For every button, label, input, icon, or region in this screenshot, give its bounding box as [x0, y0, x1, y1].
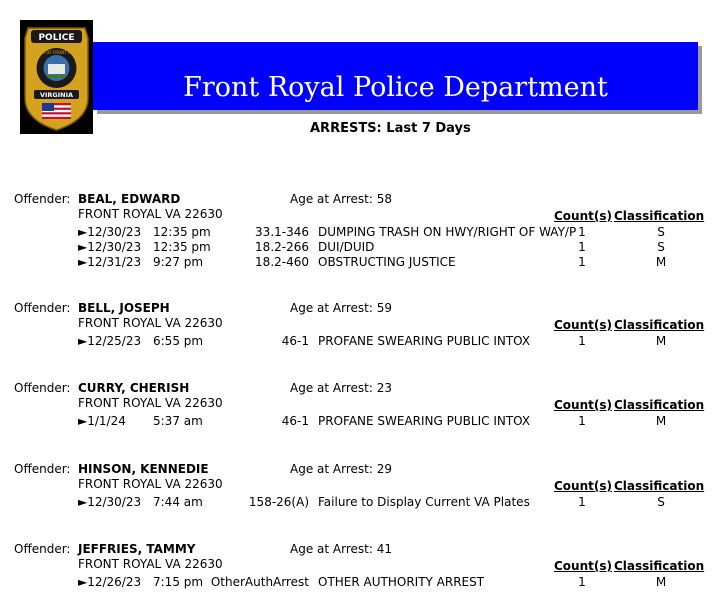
title-banner	[93, 42, 698, 110]
offender-address: FRONT ROYAL VA 22630	[78, 396, 223, 410]
classification-header: Classification	[614, 479, 705, 493]
offender-name: BEAL, EDWARD	[78, 192, 181, 206]
charge-code: OtherAuthArrest	[210, 575, 309, 589]
counts-header: Count(s)	[554, 398, 612, 412]
age-at-arrest: Age at Arrest: 41	[290, 542, 392, 556]
charge-code: 46-1	[281, 334, 309, 348]
counts-header: Count(s)	[554, 318, 612, 332]
charge-description: OTHER AUTHORITY ARREST	[318, 575, 485, 589]
charge-time: 12:35 pm	[153, 240, 211, 254]
charge-date: ►12/30/23	[78, 495, 142, 509]
charge-description: PROFANE SWEARING PUBLIC INTOX	[318, 414, 531, 428]
charge-date: ►12/30/23	[78, 225, 142, 239]
classification-header: Classification	[614, 318, 705, 332]
charge-time: 6:55 pm	[153, 334, 204, 348]
charge-classification: S	[657, 240, 665, 254]
counts-header: Count(s)	[554, 479, 612, 493]
offender-label: Offender:	[14, 301, 71, 315]
charge-date: ►12/31/23	[78, 255, 142, 269]
charge-classification: M	[655, 334, 667, 348]
age-at-arrest: Age at Arrest: 58	[290, 192, 392, 206]
charge-date: ►1/1/24	[78, 414, 126, 428]
charge-time: 7:44 am	[153, 495, 203, 509]
charge-classification: S	[657, 495, 665, 509]
charge-classification: M	[655, 255, 667, 269]
offender-label: Offender:	[14, 462, 71, 476]
offender-name: BELL, JOSEPH	[78, 301, 170, 315]
counts-header: Count(s)	[554, 209, 612, 223]
charge-code: 158-26(A)	[248, 495, 309, 509]
charge-code: 46-1	[281, 414, 309, 428]
svg-text:TOWN OF FRONT ROYAL: TOWN OF FRONT ROYAL	[32, 50, 81, 55]
age-at-arrest: Age at Arrest: 59	[290, 301, 392, 315]
charge-count: 1	[578, 334, 586, 348]
offender-name: CURRY, CHERISH	[78, 381, 190, 395]
report-subtitle: ARRESTS: Last 7 Days	[310, 121, 471, 136]
classification-header: Classification	[614, 209, 705, 223]
charge-time: 5:37 am	[153, 414, 203, 428]
charge-classification: M	[655, 575, 667, 589]
charge-classification: S	[657, 225, 665, 239]
charge-count: 1	[578, 414, 586, 428]
police-badge-logo	[20, 20, 93, 134]
offender-address: FRONT ROYAL VA 22630	[78, 557, 223, 571]
charge-date: ►12/25/23	[78, 334, 142, 348]
charge-time: 12:35 pm	[153, 225, 211, 239]
counts-header: Count(s)	[554, 559, 612, 573]
charge-time: 9:27 pm	[153, 255, 204, 269]
offender-address: FRONT ROYAL VA 22630	[78, 477, 223, 491]
age-at-arrest: Age at Arrest: 29	[290, 462, 392, 476]
offender-address: FRONT ROYAL VA 22630	[78, 316, 223, 330]
charge-count: 1	[578, 225, 586, 239]
charge-count: 1	[578, 575, 586, 589]
age-at-arrest: Age at Arrest: 23	[290, 381, 392, 395]
charge-code: 18.2-266	[255, 240, 309, 254]
offender-name: HINSON, KENNEDIE	[78, 462, 209, 476]
svg-text:POLICE: POLICE	[38, 33, 75, 43]
classification-header: Classification	[614, 559, 705, 573]
charge-date: ►12/30/23	[78, 240, 142, 254]
charge-description: OBSTRUCTING JUSTICE	[318, 255, 456, 269]
charge-classification: M	[655, 414, 667, 428]
charge-date: ►12/26/23	[78, 575, 142, 589]
offender-label: Offender:	[14, 542, 71, 556]
charge-count: 1	[578, 240, 586, 254]
charge-description: Failure to Display Current VA Plates	[318, 495, 530, 509]
charge-code: 33.1-346	[255, 225, 309, 239]
offender-address: FRONT ROYAL VA 22630	[78, 207, 223, 221]
offender-label: Offender:	[14, 381, 71, 395]
page-title: Front Royal Police Department	[183, 72, 608, 103]
classification-header: Classification	[614, 398, 705, 412]
offender-label: Offender:	[14, 192, 71, 206]
charge-description: DUI/DUID	[318, 240, 375, 254]
charge-time: 7:15 pm	[153, 575, 204, 589]
offender-name: JEFFRIES, TAMMY	[78, 542, 196, 556]
charge-count: 1	[578, 495, 586, 509]
svg-text:VIRGINIA: VIRGINIA	[39, 91, 74, 99]
charge-description: PROFANE SWEARING PUBLIC INTOX	[318, 334, 531, 348]
charge-code: 18.2-460	[255, 255, 309, 269]
charge-count: 1	[578, 255, 586, 269]
charge-description: DUMPING TRASH ON HWY/RIGHT OF WAY/P	[318, 225, 577, 239]
